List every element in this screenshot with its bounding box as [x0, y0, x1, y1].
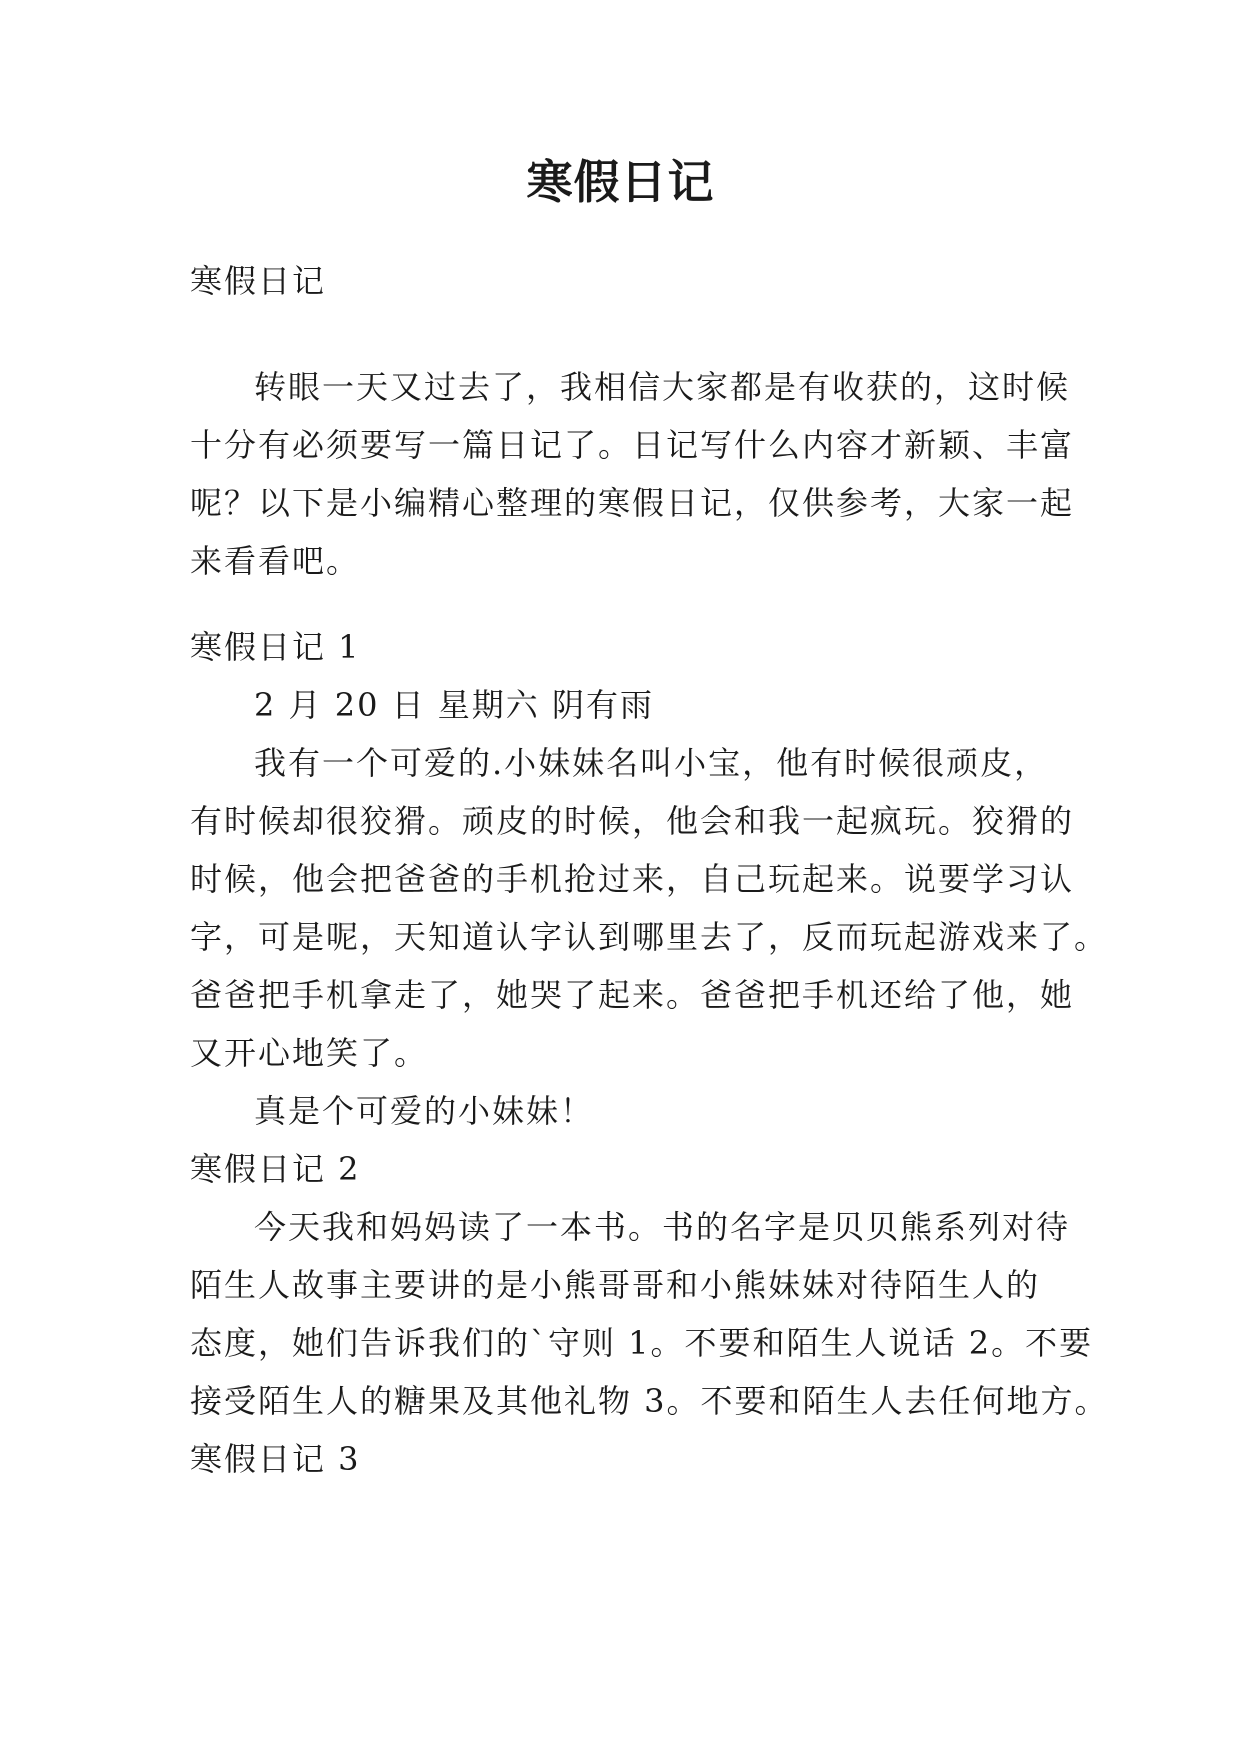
entry-2-line: 态度，她们告诉我们的`守则 1。不要和陌生人说话 2。不要: [190, 1324, 1094, 1362]
entry-2-line: 陌生人故事主要讲的是小熊哥哥和小熊妹妹对待陌生人的: [190, 1266, 1041, 1304]
intro-paragraph: [190, 358, 1075, 590]
entry-1-line: 又开心地笑了。: [190, 1034, 429, 1072]
subtitle-line: 寒假日记: [190, 262, 327, 300]
entry-1-line: 我有一个可爱的.小妹妹名叫小宝，他有时候很顽皮，: [254, 744, 1049, 782]
document-title: 寒假日记: [526, 155, 715, 209]
entry-2-line: 今天我和妈妈读了一本书。书的名字是贝贝熊系列对待: [254, 1208, 1071, 1246]
intro-line: 十分有必须要写一篇日记了。日记写什么内容才新颖、丰富: [190, 426, 1075, 464]
entry-2-heading: 寒假日记 2: [190, 1150, 361, 1188]
entry-1-line: 字，可是呢，天知道认字认到哪里去了，反而玩起游戏来了。: [190, 918, 1109, 956]
entry-1-closing: 真是个可爱的小妹妹！: [254, 1092, 595, 1130]
entry-1-line: 时候，他会把爸爸的手机抢过来，自己玩起来。说要学习认: [190, 860, 1075, 898]
entry-1-heading: 寒假日记 1: [190, 628, 361, 666]
entry-1-line: 有时候却很狡猾。顽皮的时候，他会和我一起疯玩。狡猾的: [190, 802, 1075, 840]
intro-line: 呢？以下是小编精心整理的寒假日记，仅供参考，大家一起: [190, 484, 1075, 522]
entry-1-date-line: 2 月 20 日 星期六 阴有雨: [254, 686, 654, 724]
entry-1: [190, 618, 1109, 1140]
entry-2-line: 接受陌生人的糖果及其他礼物 3。不要和陌生人去任何地方。: [190, 1382, 1109, 1420]
entry-3: [190, 1430, 1070, 1488]
document-subtitle: [190, 252, 1070, 310]
entry-1-line: 爸爸把手机拿走了，她哭了起来。爸爸把手机还给了他，她: [190, 976, 1075, 1014]
entry-2: [190, 1140, 1109, 1430]
entry-3-heading: 寒假日记 3: [190, 1440, 361, 1478]
intro-line: 来看看吧。: [190, 542, 361, 580]
intro-line: 转眼一天又过去了，我相信大家都是有收获的，这时候: [254, 368, 1071, 406]
